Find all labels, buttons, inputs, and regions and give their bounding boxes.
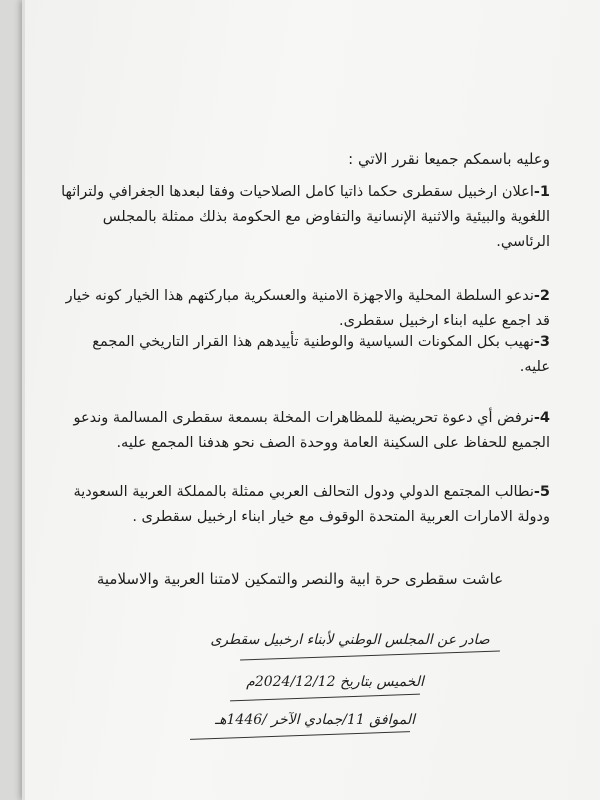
item-text: نهيب بكل المكونات السياسية والوطنية تأييدهم هذا القرار التاريخي المجمع عليه.: [92, 334, 550, 375]
item-number: 1-: [533, 184, 550, 200]
resolution-item-4: [60, 406, 550, 456]
item-text: نرفض أي دعوة تحريضية للمظاهرات المخلة بسمعة سقطرى المسالمة وندعو الجميع للحفاظ على السكينة العامة ووحدة الصف نحو هدفنا المجمع عليه.: [73, 410, 550, 451]
item-number: 5-: [533, 484, 550, 500]
item-number: 4-: [533, 410, 550, 426]
item-number: 3-: [533, 334, 550, 350]
signature-issuer: صادر عن المجلس الوطني لأبناء ارخبيل سقطرى: [210, 632, 490, 648]
resolution-item-1: [60, 180, 550, 255]
resolution-item-5: [60, 480, 550, 530]
intro-line: وعليه باسمكم جميعا نقرر الاتي :: [348, 150, 550, 168]
signature-hijri-date: الموافق 11/جمادي الآخر /1446هـ: [215, 712, 415, 728]
item-text: نطالب المجتمع الدولي ودول التحالف العربي ممثلة بالمملكة العربية السعودية ودولة الامارات العربية المتحدة الوقوف مع خيار ابناء ارخبيل سقطرى .: [73, 484, 550, 525]
item-text: اعلان ارخبيل سقطرى حكما ذاتيا كامل الصلاحيات وفقا لبعدها الجغرافي ولتراثها اللغوية والبيئية والاثنية الإنسانية والتفاوض مع الحكومة بذلك ممثلة بالمجلس الرئاسي.: [61, 184, 550, 250]
resolution-item-2: [60, 284, 550, 334]
resolution-item-3: [60, 330, 550, 380]
closing-slogan: عاشت سقطرى حرة ابية والنصر والتمكين لامتنا العربية والاسلامية: [96, 570, 504, 588]
item-number: 2-: [533, 288, 550, 304]
item-text: ندعو السلطة المحلية والاجهزة الامنية والعسكرية مباركتهم هذا الخيار كونه خيار قد اجمع عليه ابناء ارخبيل سقطرى.: [65, 288, 550, 329]
page-fold-shadow: [22, 0, 25, 800]
signature-date: الخميس بتاريخ 2024/12/12م: [246, 674, 424, 690]
